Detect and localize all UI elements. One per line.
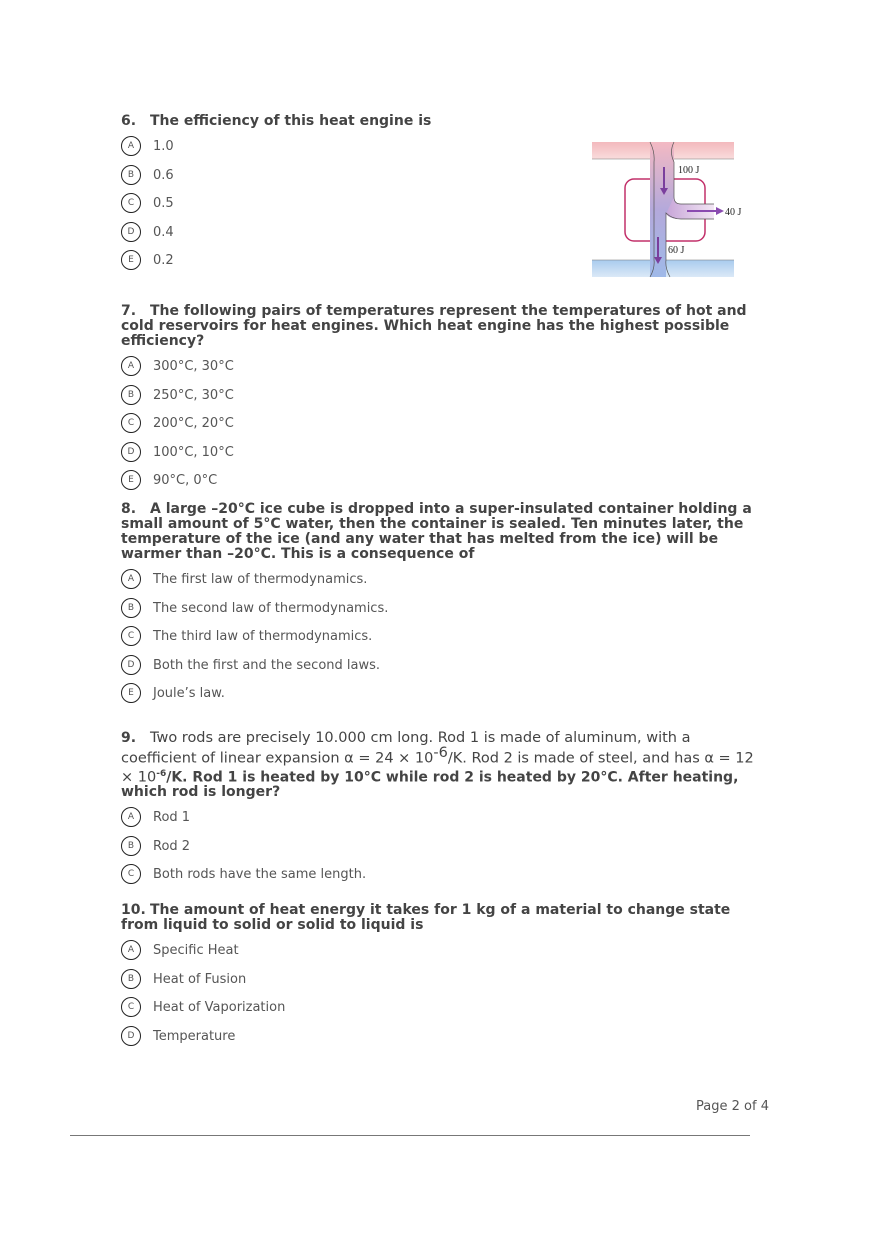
- option-label: Heat of Fusion: [153, 971, 247, 987]
- question-title: 9. Two rods are precisely 10.000 cm long. Rod 1 is made of aluminum, with a coefficient of linear expansion $\alpha = 24 \times 10^{-6}/K$. Rod 2 is made of steel, and has $\alpha = 12 \times 10^{-6}/K$. Rod 1 is heated by 10°C while rod 2 is heated by 20°C. After heating, which rod is longer?: [121, 730, 754, 801]
- answer-option-d[interactable]: [121, 1023, 761, 1052]
- option-label: 250°C, 30°C: [153, 387, 234, 403]
- option-radio[interactable]: B: [121, 969, 141, 989]
- answer-option-a[interactable]: [121, 353, 761, 382]
- option-label: Temperature: [153, 1028, 236, 1044]
- option-label: 0.5: [153, 196, 174, 211]
- question-9: [121, 731, 761, 890]
- answer-option-a[interactable]: [121, 804, 761, 833]
- option-radio[interactable]: B: [121, 165, 141, 185]
- question-title: 6. The efficiency of this heat engine is: [121, 113, 432, 129]
- answer-option-c[interactable]: [121, 994, 761, 1023]
- option-radio[interactable]: B: [121, 385, 141, 405]
- work-label: 40 J: [725, 207, 742, 218]
- answer-option-b[interactable]: [121, 833, 761, 862]
- answer-option-a[interactable]: [121, 566, 761, 595]
- option-radio[interactable]: D: [121, 1026, 141, 1046]
- input-heat-label: 100 J: [678, 165, 700, 176]
- option-label: 100°C, 10°C: [153, 444, 234, 460]
- answer-option-d[interactable]: [121, 439, 761, 468]
- option-radio[interactable]: A: [121, 136, 141, 156]
- option-radio[interactable]: D: [121, 442, 141, 462]
- option-label: 200°C, 20°C: [153, 416, 234, 431]
- option-radio[interactable]: C: [121, 413, 141, 433]
- question-title: 7. The following pairs of temperatures represent the temperatures of hot and cold reservoirs for heat engines. Which heat engine has the highest possible efficiency?: [121, 303, 747, 349]
- option-label: The first law of thermodynamics.: [153, 572, 368, 587]
- option-radio[interactable]: E: [121, 250, 141, 270]
- option-label: Rod 2: [153, 838, 191, 854]
- option-radio[interactable]: D: [121, 655, 141, 675]
- heat-engine-diagram: [592, 142, 742, 277]
- option-radio[interactable]: A: [121, 356, 141, 376]
- page-number: Page 2 of 4: [696, 1099, 769, 1114]
- answer-option-c[interactable]: [121, 623, 761, 652]
- option-radio[interactable]: A: [121, 569, 141, 589]
- option-radio[interactable]: D: [121, 222, 141, 242]
- option-label: 0.2: [153, 253, 174, 268]
- option-label: Specific Heat: [153, 943, 239, 958]
- answer-option-c[interactable]: [121, 410, 761, 439]
- option-label: Joule’s law.: [153, 686, 225, 701]
- answer-option-b[interactable]: [121, 595, 761, 624]
- option-label: 300°C, 30°C: [153, 359, 234, 374]
- option-label: 0.6: [153, 167, 174, 183]
- answer-option-c[interactable]: [121, 861, 761, 890]
- answer-option-e[interactable]: [121, 467, 761, 496]
- option-radio[interactable]: A: [121, 940, 141, 960]
- question-8: [121, 502, 761, 709]
- exhaust-heat-label: 60 J: [668, 245, 685, 256]
- option-radio[interactable]: B: [121, 598, 141, 618]
- option-radio[interactable]: E: [121, 683, 141, 703]
- option-label: The second law of thermodynamics.: [153, 600, 389, 616]
- option-radio[interactable]: C: [121, 193, 141, 213]
- option-radio[interactable]: C: [121, 997, 141, 1017]
- question-7: [121, 304, 761, 496]
- answer-option-b[interactable]: [121, 966, 761, 995]
- option-radio[interactable]: C: [121, 626, 141, 646]
- option-label: Rod 1: [153, 810, 191, 826]
- option-label: Both rods have the same length.: [153, 867, 367, 883]
- answer-option-e[interactable]: [121, 680, 761, 709]
- option-label: 90°C, 0°C: [153, 473, 218, 488]
- option-radio[interactable]: A: [121, 807, 141, 827]
- option-label: Both the first and the second laws.: [153, 657, 381, 673]
- question-title: 8. A large –20°C ice cube is dropped into a super-insulated container holding a small amount of 5°C water, then the container is sealed. Ten minutes later, the temperature of the ice (and any water that has melted from the ice) will be warmer than –20°C. This is a consequence of: [121, 501, 752, 562]
- footer-divider: [70, 1135, 750, 1136]
- option-radio[interactable]: C: [121, 864, 141, 884]
- option-radio[interactable]: B: [121, 836, 141, 856]
- answer-option-a[interactable]: [121, 937, 761, 966]
- option-label: 1.0: [153, 139, 174, 154]
- question-title: 10. The amount of heat energy it takes for 1 kg of a material to change state from liquid to solid or solid to liquid is: [121, 902, 731, 933]
- option-radio[interactable]: E: [121, 470, 141, 490]
- answer-option-b[interactable]: [121, 382, 761, 411]
- option-label: The third law of thermodynamics.: [153, 629, 373, 644]
- question-10: [121, 903, 761, 1051]
- answer-option-d[interactable]: [121, 652, 761, 681]
- option-label: Heat of Vaporization: [153, 1000, 286, 1015]
- option-label: 0.4: [153, 224, 174, 240]
